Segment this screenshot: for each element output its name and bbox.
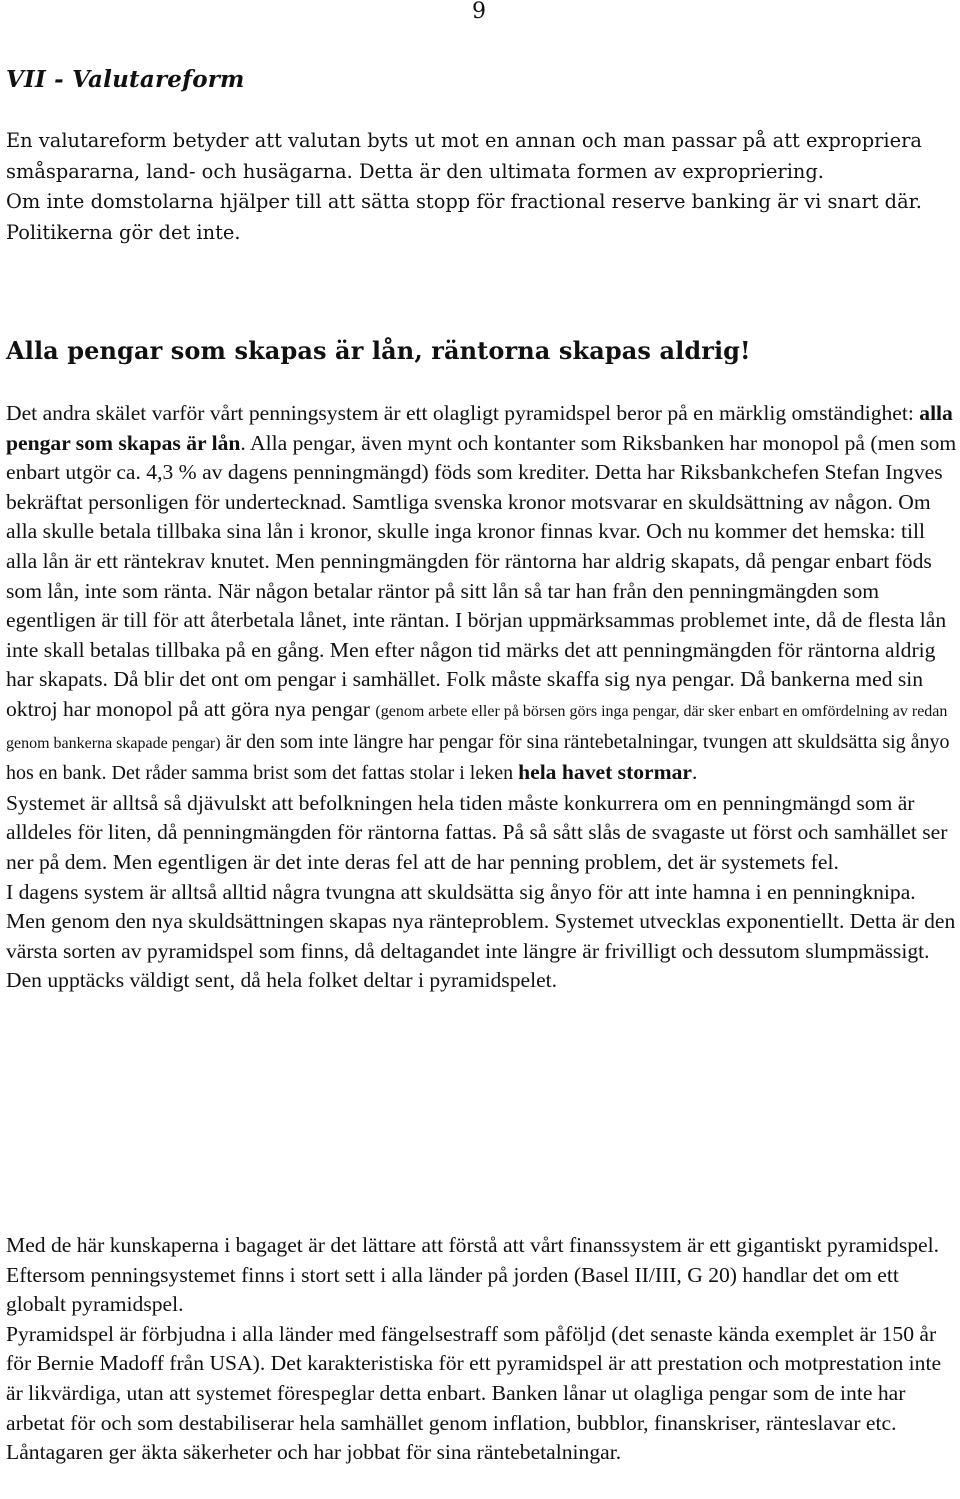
intro-section (6, 126, 956, 248)
body-paragraph-3: I dagens system är alltså alltid några tvungna att skuldsätta sig ånyo för att inte hamna i en penningknipa. Men genom den nya skuldsättningen skapas nya ränteproblem. Systemet utvecklas exponentiellt. Detta är den värsta sorten av pyramidspel som finns, då deltagandet inte längre är frivilligt och dessutom slumpmässigt. Den upptäcks väldigt sent, då hela folket deltar i pyramidspelet. (6, 879, 956, 993)
headline: Alla pengar som skapas är lån, räntorna skapas aldrig! (6, 336, 751, 365)
intro-paragraph-1: En valutareform betyder att valutan byts ut mot en annan och man passar på att expropriera småspararna, land- och husägarna. Detta är den ultimata formen av expropriering. (6, 129, 922, 183)
body-text-run: är den som inte längre har pengar för sina räntebetalningar, tvungen att skuldsätta sig ånyo hos en bank. Det råder samma brist som det fattas stolar i leken (6, 730, 950, 785)
emphasis-text: alla pengar som skapas är lån (6, 401, 953, 455)
body-text-run: . (692, 760, 698, 785)
section-title: VII - Valutareform (6, 66, 245, 93)
body-paragraph-5: Pyramidspel är förbjudna i alla länder med fängelsestraff som påföljd (det senaste kända exemplet är 150 år för Bernie Madoff från USA). Det karakteristiska för ett pyramidspel är att prestation och motprestation inte är likvärdiga, utan att systemet förespeglar detta enbart. Banken lånar ut olagliga pengar som de inte har arbetat för och som destabiliserar hela samhället genom inflation, bubblor, finanskriser, ränteslavar etc. Låntagaren ger äkta säkerheter och har jobbat för sina räntebetalningar. (6, 1321, 942, 1465)
body-section-1 (6, 399, 958, 996)
parenthetical-note: (genom arbete eller på börsen görs inga pengar, där sker enbart en omfördelning av redan genom bankerna skapade pengar) (6, 702, 948, 752)
intro-paragraph-2: Om inte domstolarna hjälper till att sätta stopp för fractional reserve banking är vi snart där. Politikerna gör det inte. (6, 190, 922, 244)
body-text-run: Det andra skälet varför vårt penningsystem är ett olagligt pyramidspel beror på en märklig omständighet: (6, 401, 920, 425)
body-section-2 (6, 1231, 958, 1468)
body-paragraph-1 (6, 399, 958, 789)
emphasis-text: hela havet stormar (518, 760, 693, 785)
body-paragraph-4: Med de här kunskaperna i bagaget är det lättare att förstå att vårt finanssystem är ett gigantiskt pyramidspel. Eftersom penningsystemet finns i stort sett i alla länder på jorden (Basel II/III, G 20) handlar det om ett globalt pyramidspel. (6, 1233, 940, 1317)
body-paragraph-2: Systemet är alltså så djävulskt att befolkningen hela tiden måste konkurrera om en penningmängd som är alldeles för liten, då penningmängden för räntorna fattas. På så sått slås de svagaste ut först och samhället ser ner på dem. Men egentligen är det inte deras fel att de har penning problem, det är systemets fel. (6, 790, 948, 874)
body-text-run: . Alla pengar, även mynt och kontanter som Riksbanken har monopol på (men som enbart utgör ca. 4,3 % av dagens penningmängd) föds som krediter. Detta har Riksbankchefen Stefan Ingves bekräftat personligen för undertecknad. Samtliga svenska kronor motsvarar en skuldsättning av någon. Om alla skulle betala tillbaka sina lån i kronor, skulle inga kronor finnas kvar. Och nu kommer det hemska: till alla lån är ett räntekrav knutet. Men penningmängden för räntorna har aldrig skapats, då pengar enbart föds som lån, inte som ränta. När någon betalar räntor på sitt lån så tar han från den penningmängden som egentligen är till för att återbetala lånet, inte räntan. I början uppmärksammas problemet inte, då de flesta lån inte skall betalas tillbaka på en gång. Men efter någon tid märks det att penningmängden för räntorna aldrig har skapats. Då blir det ont om pengar i samhället. Folk måste skaffa sig nya pengar. Då bankerna med sin oktroj har monopol på att göra nya pengar (6, 430, 957, 721)
page-number: 9 (472, 0, 486, 24)
